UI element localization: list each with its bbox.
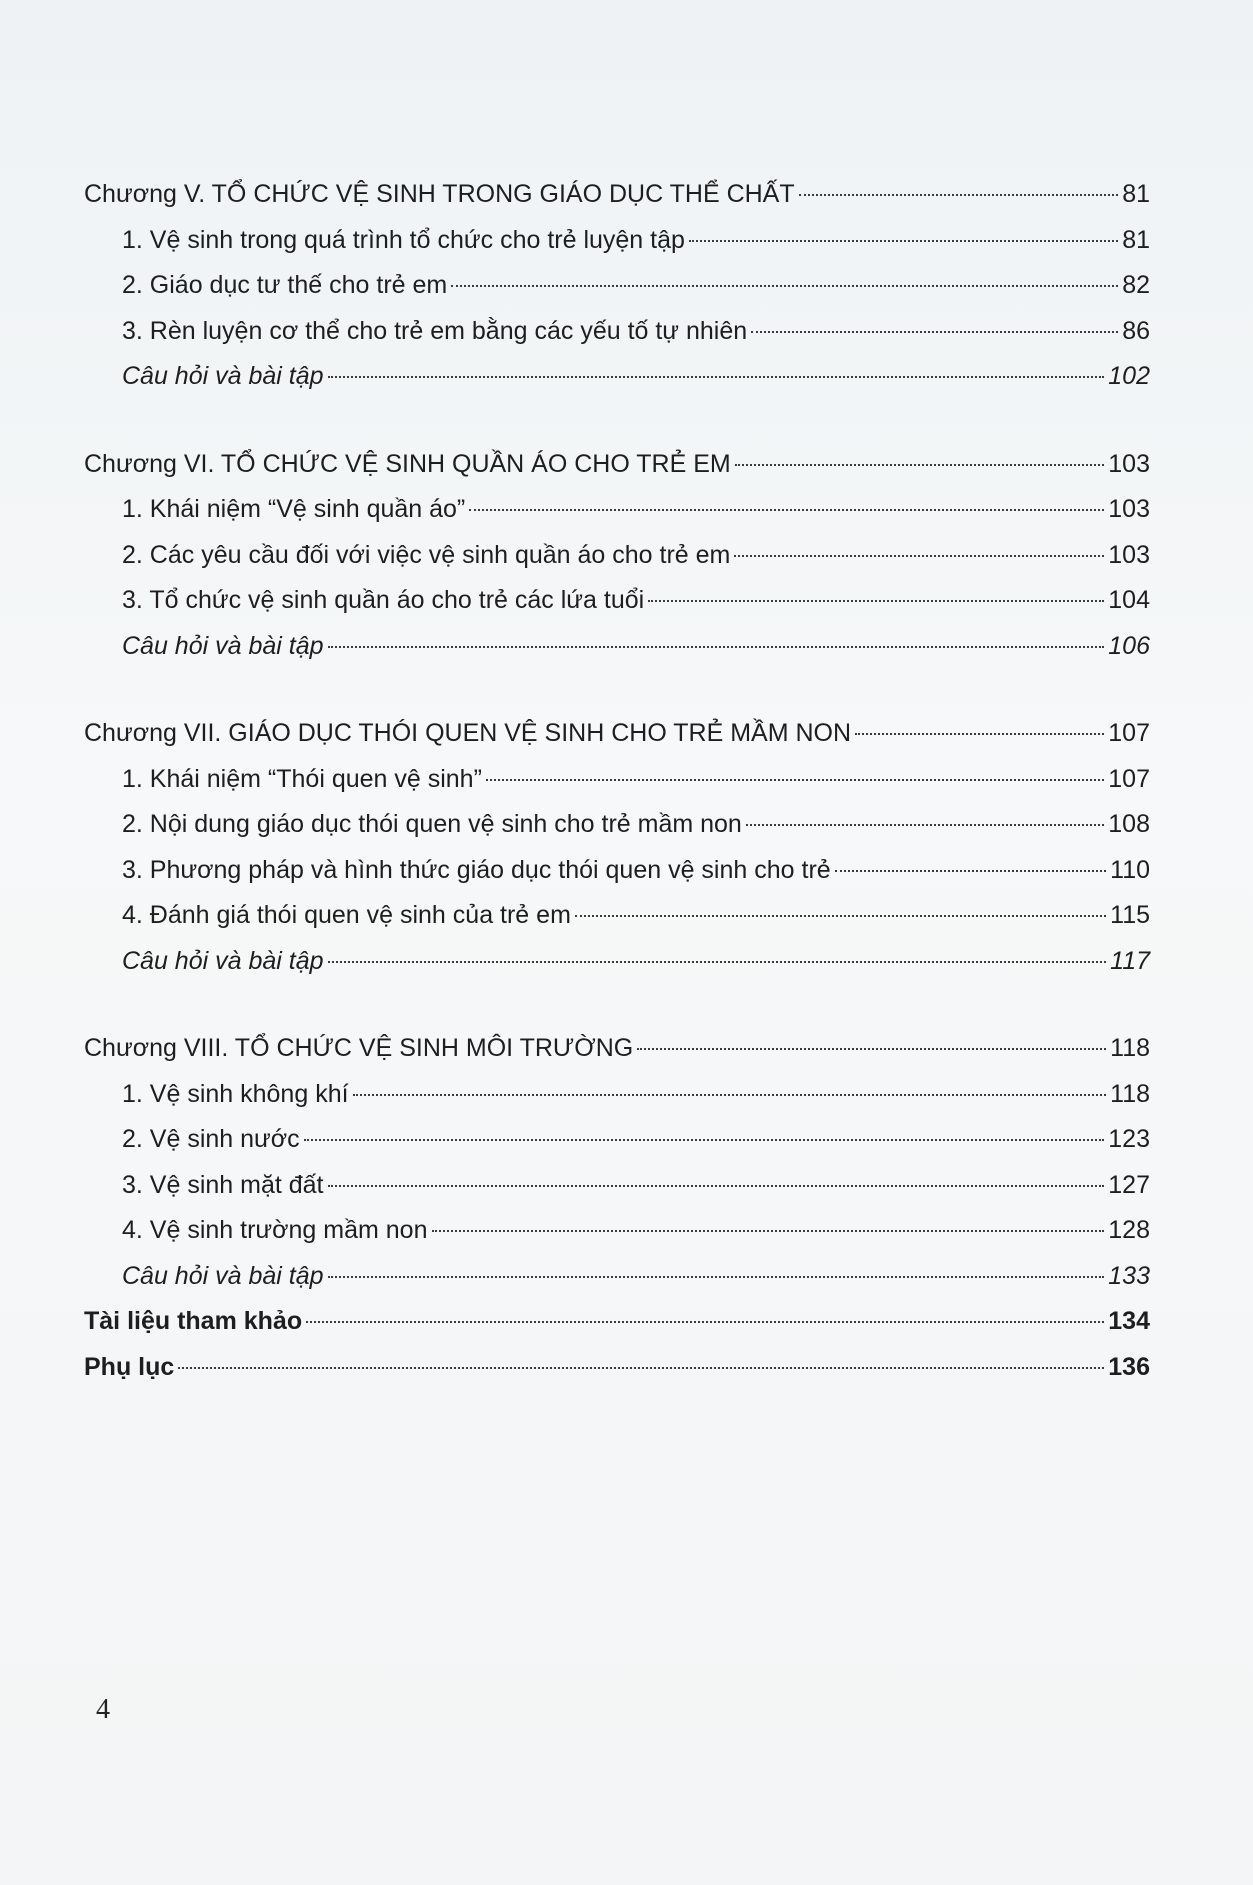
toc-entry [84, 848, 1150, 894]
dot-leader [304, 1139, 1105, 1141]
page-ref: 128 [1108, 1216, 1150, 1244]
toc-chapter-8 [84, 1026, 1150, 1299]
dot-leader [734, 555, 1104, 557]
toc-entry [84, 757, 1150, 803]
toc-entry [84, 1117, 1150, 1163]
dot-leader [451, 285, 1118, 287]
dot-leader [328, 961, 1107, 963]
dot-leader [178, 1367, 1104, 1369]
chapter-title: Chương VI. TỔ CHỨC VỆ SINH QUẦN ÁO CHO TRẺ EM [84, 449, 731, 478]
entry-title: 3. Phương pháp và hình thức giáo dục thói quen vệ sinh cho trẻ [122, 855, 831, 884]
dot-leader [746, 824, 1104, 826]
page-ref: 123 [1108, 1125, 1150, 1153]
table-of-contents [84, 172, 1150, 1390]
entry-title: 1. Khái niệm “Vệ sinh quần áo” [122, 495, 466, 523]
toc-entry [84, 578, 1150, 624]
chapter-title: Chương V. TỔ CHỨC VỆ SINH TRONG GIÁO DỤC THỂ CHẤT [84, 180, 795, 208]
dot-leader [486, 779, 1104, 781]
page-ref: 106 [1108, 631, 1150, 660]
toc-entry [84, 218, 1150, 264]
toc-entry [84, 1208, 1150, 1254]
toc-chapter-heading [84, 172, 1150, 218]
dot-leader [432, 1230, 1105, 1232]
entry-title: 1. Vệ sinh trong quá trình tổ chức cho trẻ luyện tập [122, 225, 685, 254]
page-ref: 103 [1108, 449, 1150, 478]
entry-title: Tài liệu tham khảo [84, 1307, 303, 1335]
toc-entry [84, 802, 1150, 848]
dot-leader [353, 1094, 1107, 1096]
page-ref: 102 [1108, 362, 1150, 390]
toc-questions-entry [84, 939, 1150, 985]
page-ref: 103 [1108, 540, 1150, 569]
toc-chapter-7 [84, 711, 1150, 984]
page-ref: 118 [1110, 1034, 1150, 1062]
toc-entry [84, 1072, 1150, 1118]
entry-title: Câu hỏi và bài tập [122, 1261, 324, 1290]
dot-leader [735, 464, 1105, 466]
chapter-title: Chương VIII. TỔ CHỨC VỆ SINH MÔI TRƯỜNG [84, 1034, 634, 1062]
toc-chapter-6 [84, 442, 1150, 670]
entry-title: Câu hỏi và bài tập [122, 946, 324, 975]
toc-entry [84, 893, 1150, 939]
dot-leader [328, 1276, 1105, 1278]
toc-entry [84, 309, 1150, 355]
page-ref: 104 [1108, 586, 1150, 614]
page-ref: 81 [1122, 225, 1150, 254]
entry-title: 2. Các yêu cầu đối với việc vệ sinh quần áo cho trẻ em [122, 540, 731, 569]
entry-title: Câu hỏi và bài tập [122, 631, 324, 660]
page-ref: 136 [1108, 1352, 1150, 1381]
toc-references [84, 1299, 1150, 1345]
toc-entry [84, 1163, 1150, 1209]
entry-title: Câu hỏi và bài tập [122, 362, 324, 390]
dot-leader [469, 509, 1104, 511]
dot-leader [328, 1185, 1105, 1187]
toc-chapter-heading [84, 711, 1150, 757]
entry-title: 3. Vệ sinh mặt đất [122, 1170, 324, 1199]
dot-leader [306, 1321, 1104, 1323]
entry-title: 3. Tổ chức vệ sinh quần áo cho trẻ các lứa tuổi [122, 586, 645, 614]
entry-title: 2. Giáo dục tư thế cho trẻ em [122, 271, 448, 299]
toc-entry [84, 487, 1150, 533]
page-ref: 108 [1108, 810, 1150, 838]
dot-leader [575, 915, 1106, 917]
page-ref: 115 [1110, 901, 1150, 929]
dot-leader [637, 1048, 1106, 1050]
entry-title: 4. Vệ sinh trường mầm non [122, 1216, 428, 1244]
page-ref: 110 [1110, 855, 1150, 884]
page-ref: 134 [1108, 1307, 1150, 1335]
dot-leader [835, 870, 1106, 872]
dot-leader [648, 600, 1104, 602]
page-ref: 81 [1122, 180, 1150, 208]
toc-chapter-heading [84, 1026, 1150, 1072]
entry-title: 4. Đánh giá thói quen vệ sinh của trẻ em [122, 901, 571, 929]
page-number: 4 [96, 1694, 110, 1725]
page-ref: 107 [1108, 719, 1150, 747]
dot-leader [689, 240, 1118, 242]
toc-entry [84, 263, 1150, 309]
entry-title: 2. Nội dung giáo dục thói quen vệ sinh cho trẻ mầm non [122, 810, 742, 838]
dot-leader [328, 376, 1105, 378]
chapter-title: Chương VII. GIÁO DỤC THÓI QUEN VỆ SINH CHO TRẺ MẦM NON [84, 719, 852, 747]
toc-entry [84, 533, 1150, 579]
toc-chapter-heading [84, 442, 1150, 488]
toc-questions-entry [84, 1254, 1150, 1300]
dot-leader [328, 646, 1105, 648]
page-ref: 86 [1122, 316, 1150, 345]
page-ref: 103 [1108, 495, 1150, 523]
page-ref: 117 [1110, 946, 1150, 975]
page-ref: 133 [1108, 1261, 1150, 1290]
toc-questions-entry [84, 354, 1150, 400]
dot-leader [751, 331, 1118, 333]
toc-chapter-5 [84, 172, 1150, 400]
dot-leader [799, 194, 1119, 196]
page-ref: 107 [1108, 764, 1150, 793]
page-ref: 118 [1110, 1079, 1150, 1108]
entry-title: 1. Khái niệm “Thói quen vệ sinh” [122, 764, 482, 793]
entry-title: 1. Vệ sinh không khí [122, 1079, 349, 1108]
toc-appendix [84, 1345, 1150, 1391]
dot-leader [855, 733, 1104, 735]
page-ref: 82 [1122, 271, 1150, 299]
toc-questions-entry [84, 624, 1150, 670]
entry-title: 2. Vệ sinh nước [122, 1125, 300, 1153]
entry-title: 3. Rèn luyện cơ thể cho trẻ em bằng các yếu tố tự nhiên [122, 316, 748, 345]
entry-title: Phụ lục [84, 1352, 175, 1381]
page-ref: 127 [1108, 1170, 1150, 1199]
